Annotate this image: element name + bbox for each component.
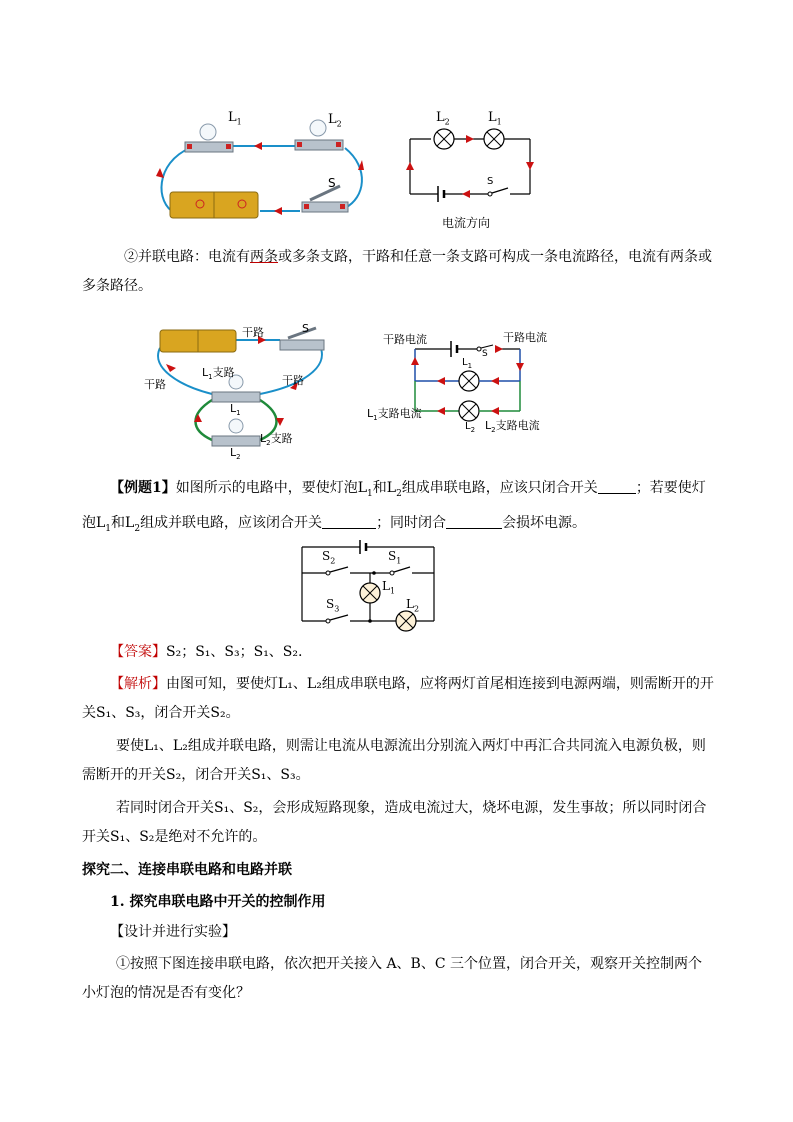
section-design: 【设计并进行实验】 [110,924,236,940]
label-l1: $L_1$ [382,579,396,596]
label-l2: $L_2$ [406,597,420,614]
figure-switch-circuit [298,537,440,637]
wire-right [345,148,362,208]
photo-label-s: S [328,176,336,190]
section-subheading: 1. 探究串联电路中开关的控制作用 [110,894,326,910]
lamp2-base [295,140,343,150]
label-s3: $S_3$ [326,597,340,614]
switch-s3-arm [330,615,348,620]
label-switch: S [302,322,309,335]
answer-text: S₂；S₁、S₃；S₁、S₂. [166,644,303,660]
figure-parallel-photo [140,318,340,463]
arrow-bottom [274,207,282,215]
figure-series-schematic [400,108,550,233]
label-l2-branch: $L_2$支路 [260,432,293,448]
label-l1-current: $L_1$支路电流 [367,407,422,423]
label-trunk-right: 干路 [282,374,304,387]
blank-1[interactable] [598,479,636,494]
label-trunk-current-left: 干路电流 [383,333,427,346]
photo-label-l1: $L_1$ [228,110,242,127]
figure-series-photo [150,108,370,228]
schematic-label-l1: $L_1$ [488,110,502,127]
arrow-left [156,168,164,178]
switch-s2-arm [330,567,348,572]
label-l1: $L_1$ [462,357,473,370]
emphasis-two: 两条 [250,249,278,265]
parallel-photo-svg [140,318,340,463]
switch-s1-arm [394,567,410,572]
label-l2: $L_2$ [230,446,241,462]
lamp1-base [185,142,233,152]
example-question: 【例题1】如图所示的电路中，要使灯泡$L_1$和$L_2$组成串联电路，应该只闭合开关 ；若要使灯 泡$L_1$和$L_2$组成并联电路，应该闭合开关 ；同时闭合 会损坏电源。 [82,480,706,534]
analysis-p1: 【解析】由图可知，要使灯L₁、L₂组成串联电路，应将两灯首尾相连接到电源两端，则需断开的开关S₁、S₃，闭合开关S₂。 [82,676,714,721]
analysis-p3: 若同时闭合开关S₁、S₂，会形成短路现象，造成电流过大，烧坏电源，发生事故；所以同时闭合开关S₁、S₂是绝对不允许的。 [82,800,707,845]
section-step1: ①按照下图连接串联电路，依次把开关接入 A、B、C 三个位置，闭合开关，观察开关控制两个小灯泡的情况是否有变化？ [82,956,703,1001]
blank-2[interactable] [322,514,376,529]
switch-arm [492,188,508,193]
label-l1: $L_1$ [230,402,241,418]
label-s2: $S_2$ [322,549,336,566]
label-trunk-top: 干路 [242,326,264,339]
lamp1-bulb [200,124,216,140]
schematic-label-l2: $L_2$ [436,110,450,127]
label-l1-branch: $L_1$支路 [202,366,235,382]
arrow-top [254,142,262,150]
label-trunk-current-right: 干路电流 [503,331,547,344]
figure-caption: 电流方向 [442,216,491,230]
lamp2-bulb [310,120,326,136]
photo-label-l2: $L_2$ [328,112,342,129]
schematic-label-s: S [487,176,494,187]
analysis-tag: 【解析】 [110,676,166,692]
analysis-p2: 要使L₁、L₂组成并联电路，则需让电流从电源流出分别流入两灯中再汇合共同流入电源负极，则需断开的开关S₂，闭合开关S₁、S₃。 [82,738,706,783]
label-l2: $L_2$ [465,421,476,434]
label-s: S [482,349,488,359]
switch-circuit-svg [298,537,440,637]
lamp1-base [212,392,260,402]
label-trunk-left: 干路 [144,378,166,391]
lamp2-base [212,436,260,446]
paragraph-parallel: ②并联电路：电流有两条或多条支路，干路和任意一条支路可构成一条电流路径，电流有两条或多条路径。 [82,249,712,294]
label-s1: $S_1$ [388,549,402,566]
example-tag: 【例题1】 [110,480,176,496]
answer-tag: 【答案】 [110,644,166,660]
figure-parallel-schematic [365,325,565,435]
section-heading: 探究二、连接串联电路和电路并联 [82,862,292,878]
label-l2-current: $L_2$支路电流 [485,419,540,435]
switch-base [280,340,324,350]
blank-3[interactable] [446,514,502,529]
series-schematic-svg [400,108,550,208]
answer [82,638,714,667]
